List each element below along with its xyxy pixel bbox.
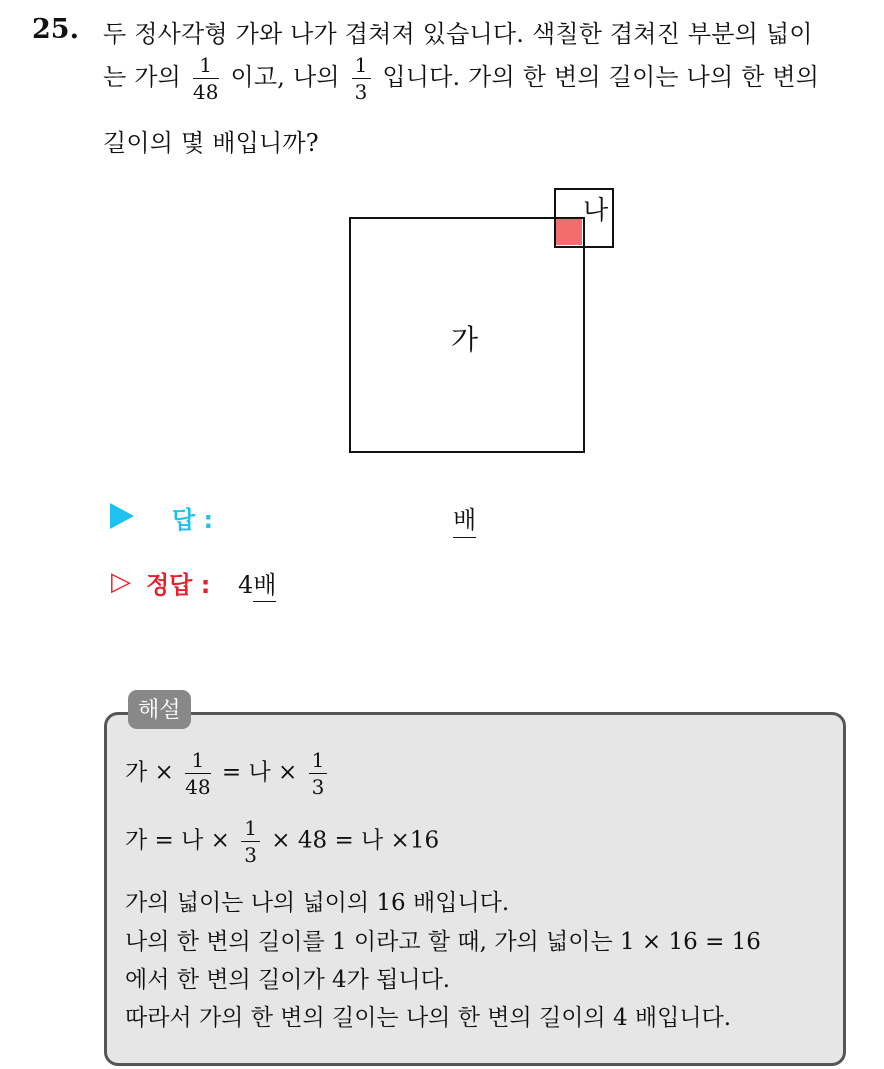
- fraction-denominator: 3: [311, 775, 325, 799]
- eq2-fraction: [241, 818, 260, 865]
- question-line-2: [103, 55, 819, 102]
- eq1-left: 가 ×: [125, 759, 174, 786]
- answer-arrow-icon: [110, 503, 134, 529]
- eq1-right: = 나 ×: [221, 759, 298, 786]
- correct-label: 정답 :: [146, 571, 211, 599]
- fraction-denominator: 48: [192, 80, 219, 104]
- question-line-2-mid: 이고, 나의: [230, 63, 340, 91]
- explanation-tag: 해설: [128, 690, 191, 729]
- explanation-eq-2: [125, 818, 439, 865]
- fraction-numerator: 1: [193, 55, 219, 79]
- eq1-fraction-a: [185, 750, 210, 797]
- explanation-line-3: 가의 넓이는 나의 넓이의 16 배입니다.: [125, 890, 510, 916]
- explanation-line-6: 따라서 가의 한 변의 길이는 나의 한 변의 길이의 4 배입니다.: [125, 1005, 732, 1031]
- correct-arrow-icon: ▷: [111, 567, 131, 597]
- question-line-2-post: 입니다. 가의 한 변의 길이는 나의 한 변의: [382, 63, 820, 91]
- correct-number: 4: [238, 571, 254, 599]
- fraction-denominator: 3: [244, 843, 257, 867]
- fraction-one-48: [193, 55, 219, 102]
- explanation-line-5: 에서 한 변의 길이가 4가 됩니다.: [125, 967, 451, 993]
- answer-unit: 배: [453, 500, 476, 538]
- eq2-right: × 48 = 나 ×16: [271, 827, 440, 854]
- overlap-region: [556, 219, 582, 245]
- label-na: 나: [583, 196, 609, 226]
- fraction-numerator: 1: [352, 55, 371, 79]
- label-ga: 가: [451, 323, 479, 356]
- answer-label: 답 :: [172, 506, 214, 534]
- question-line-2-pre: 는 가의: [103, 63, 181, 91]
- question-line-3: 길이의 몇 배입니까?: [103, 129, 319, 157]
- fraction-numerator: 1: [309, 750, 328, 774]
- fraction-denominator: 3: [354, 80, 368, 104]
- correct-value: [238, 565, 276, 600]
- correct-unit: 배: [253, 571, 276, 602]
- eq1-fraction-b: [309, 750, 328, 797]
- fraction-one-3: [352, 55, 371, 102]
- eq2-left: 가 = 나 ×: [125, 827, 230, 854]
- explanation-eq-1: [125, 750, 331, 797]
- fraction-numerator: 1: [185, 750, 210, 774]
- explanation-line-4: 나의 한 변의 길이를 1 이라고 할 때, 가의 넓이는 1 × 16 = 16: [125, 929, 761, 955]
- fraction-numerator: 1: [241, 818, 260, 842]
- question-line-1: 두 정사각형 가와 나가 겹쳐져 있습니다. 색칠한 겹쳐진 부분의 넓이: [103, 20, 813, 48]
- fraction-denominator: 48: [185, 775, 211, 799]
- question-number: 25.: [32, 14, 79, 45]
